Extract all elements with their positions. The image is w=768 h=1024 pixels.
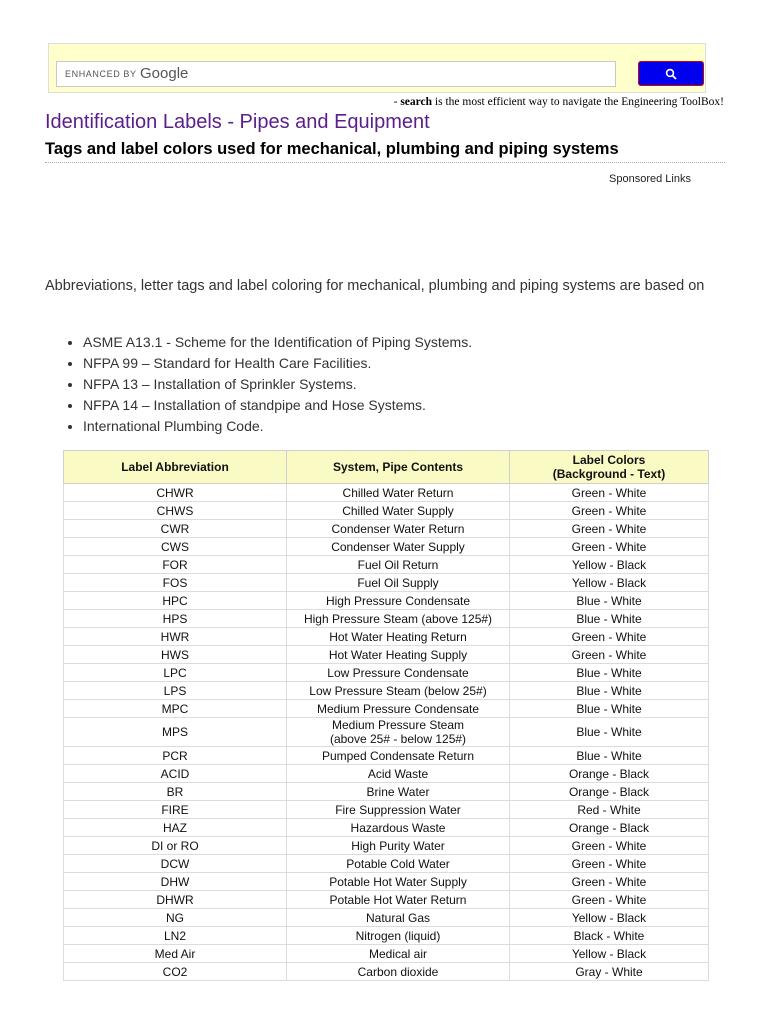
cell-abbreviation-text: HAZ <box>163 820 187 835</box>
header-colors-line1: Label Colors <box>572 453 646 467</box>
cell-contents <box>287 574 510 592</box>
cell-colors-text: Green - White <box>571 503 647 518</box>
cell-contents <box>287 646 510 664</box>
page-title: Identification Labels - Pipes and Equipment <box>45 111 430 133</box>
header-colors-line2: (Background - Text) <box>552 467 666 481</box>
table-row <box>64 682 709 700</box>
cell-colors-text: Blue - White <box>576 701 642 716</box>
cell-abbreviation-text: MPS <box>161 725 188 739</box>
cell-contents-text: High Pressure Steam (above 125#) <box>303 611 493 626</box>
cell-contents-text: Chilled Water Supply <box>342 503 454 518</box>
cell-colors-text: Yellow - Black <box>571 557 647 572</box>
table-row <box>64 837 709 855</box>
table-header-row <box>64 451 709 484</box>
cell-colors-text: Orange - Black <box>568 784 650 799</box>
cell-colors <box>510 700 709 718</box>
table-row <box>64 502 709 520</box>
cell-abbreviation-text: PCR <box>162 748 188 763</box>
tagline-search-word: search <box>400 96 433 108</box>
cell-colors-text: Blue - White <box>576 725 642 739</box>
tagline-prefix: - <box>393 96 401 108</box>
cell-abbreviation <box>64 700 287 718</box>
cell-colors-text: Green - White <box>571 647 647 662</box>
cell-colors-text: Orange - Black <box>568 766 650 781</box>
cell-contents <box>287 628 510 646</box>
table-row <box>64 747 709 765</box>
cell-colors <box>510 682 709 700</box>
cell-abbreviation-text: BR <box>166 784 184 799</box>
list-item: • NFPA 14 – Installation of standpipe and Hose Systems. <box>83 395 725 416</box>
enhanced-by-label: ENHANCED BY <box>65 69 137 79</box>
cell-contents <box>287 909 510 927</box>
cell-contents <box>287 556 510 574</box>
cell-colors <box>510 837 709 855</box>
cell-contents <box>287 963 510 981</box>
cell-colors <box>510 556 709 574</box>
table-row <box>64 927 709 945</box>
cell-abbreviation <box>64 945 287 963</box>
cell-abbreviation <box>64 891 287 909</box>
cell-contents-text: High Pressure Condensate <box>325 593 471 608</box>
cell-contents <box>287 801 510 819</box>
cell-contents-text: Nitrogen (liquid) <box>355 928 441 943</box>
search-bar <box>48 43 706 93</box>
cell-abbreviation-text: CHWS <box>156 503 194 518</box>
cell-abbreviation-text: ACID <box>160 766 190 781</box>
table-row <box>64 520 709 538</box>
cell-contents-text: Carbon dioxide <box>357 964 439 979</box>
cell-contents-text: Condenser Water Return <box>331 521 465 536</box>
table-row <box>64 855 709 873</box>
cell-colors <box>510 747 709 765</box>
cell-contents <box>287 538 510 556</box>
cell-contents-text: Pumped Condensate Return <box>321 748 475 763</box>
cell-contents-text: Low Pressure Steam (below 25#) <box>309 683 487 698</box>
table-row <box>64 592 709 610</box>
cell-abbreviation-text: FIRE <box>161 802 189 817</box>
table-row <box>64 538 709 556</box>
cell-abbreviation-text: CO2 <box>162 964 188 979</box>
cell-abbreviation-text: LPS <box>163 683 187 698</box>
cell-colors <box>510 664 709 682</box>
cell-abbreviation <box>64 610 287 628</box>
divider <box>45 162 725 163</box>
cell-colors-text: Black - White <box>573 928 645 943</box>
table-row <box>64 963 709 981</box>
table-row <box>64 646 709 664</box>
cell-abbreviation <box>64 963 287 981</box>
list-item: • NFPA 13 – Installation of Sprinkler Systems. <box>83 374 725 395</box>
cell-colors-text: Green - White <box>571 838 647 853</box>
tagline-rest: is the most efficient way to navigate the Engineering ToolBox! <box>432 96 724 108</box>
cell-abbreviation <box>64 819 287 837</box>
cell-abbreviation <box>64 628 287 646</box>
cell-abbreviation <box>64 502 287 520</box>
cell-contents-text: Condenser Water Supply <box>331 539 465 554</box>
intro-paragraph: Abbreviations, letter tags and label coloring for mechanical, plumbing and piping systems are based on <box>45 278 705 294</box>
cell-abbreviation-text: DHW <box>160 874 190 889</box>
cell-colors <box>510 628 709 646</box>
cell-abbreviation-text: HWS <box>161 647 189 662</box>
cell-colors-text: Green - White <box>571 874 647 889</box>
cell-contents <box>287 837 510 855</box>
cell-colors <box>510 502 709 520</box>
cell-contents-text: Fire Suppression Water <box>335 802 461 817</box>
cell-abbreviation <box>64 873 287 891</box>
cell-colors <box>510 873 709 891</box>
cell-colors <box>510 592 709 610</box>
list-item: • ASME A13.1 - Scheme for the Identification of Piping Systems. <box>83 332 725 353</box>
cell-colors-text: Orange - Black <box>568 820 650 835</box>
cell-contents-text: Hot Water Heating Supply <box>328 647 468 662</box>
cell-abbreviation-text: HPC <box>162 593 188 608</box>
cell-contents <box>287 718 510 747</box>
cell-abbreviation-text: FOS <box>162 575 188 590</box>
cell-abbreviation <box>64 592 287 610</box>
cell-colors <box>510 927 709 945</box>
search-button[interactable] <box>638 61 704 86</box>
table-row <box>64 610 709 628</box>
cell-abbreviation <box>64 646 287 664</box>
cell-colors <box>510 783 709 801</box>
cell-contents-text: Medical air <box>368 946 428 961</box>
cell-contents-text: Medium Pressure Condensate <box>316 701 480 716</box>
table-row <box>64 484 709 502</box>
cell-contents <box>287 682 510 700</box>
table-row <box>64 628 709 646</box>
cell-abbreviation-text: LPC <box>163 665 187 680</box>
cell-abbreviation-text: LN2 <box>163 928 186 943</box>
table-body <box>64 484 709 981</box>
cell-contents-text: Acid Waste <box>367 766 429 781</box>
cell-abbreviation <box>64 556 287 574</box>
header-contents: System, Pipe Contents <box>287 451 510 484</box>
table-row <box>64 574 709 592</box>
sponsored-links-label: Sponsored Links <box>609 173 691 185</box>
cell-colors <box>510 855 709 873</box>
cell-colors-text: Blue - White <box>576 683 642 698</box>
cell-colors-text: Green - White <box>571 521 647 536</box>
cell-contents-text: Natural Gas <box>365 910 431 925</box>
table-row <box>64 819 709 837</box>
cell-colors-text: Yellow - Black <box>571 910 647 925</box>
cell-colors-text: Blue - White <box>576 665 642 680</box>
cell-colors <box>510 520 709 538</box>
list-item: • International Plumbing Code. <box>83 416 725 437</box>
cell-colors-text: Yellow - Black <box>571 575 647 590</box>
cell-abbreviation <box>64 747 287 765</box>
cell-contents <box>287 945 510 963</box>
table-row <box>64 801 709 819</box>
cell-abbreviation-text: MPC <box>161 701 189 716</box>
cell-abbreviation <box>64 855 287 873</box>
cell-colors <box>510 945 709 963</box>
cell-contents-text: Medium Pressure Steam <box>331 718 465 732</box>
cell-colors <box>510 765 709 783</box>
header-abbreviation: Label Abbreviation <box>64 451 287 484</box>
cell-colors-text: Green - White <box>571 856 647 871</box>
header-colors <box>510 451 709 484</box>
cell-contents <box>287 855 510 873</box>
cell-abbreviation <box>64 718 287 747</box>
table-row <box>64 556 709 574</box>
cell-contents <box>287 873 510 891</box>
cell-abbreviation-text: DHWR <box>156 892 194 907</box>
table-row <box>64 718 709 747</box>
cell-colors-text: Blue - White <box>576 611 642 626</box>
cell-contents <box>287 610 510 628</box>
cell-colors <box>510 574 709 592</box>
cell-colors <box>510 610 709 628</box>
cell-contents <box>287 700 510 718</box>
cell-abbreviation <box>64 765 287 783</box>
cell-abbreviation-text: CWS <box>161 539 189 554</box>
table-row <box>64 873 709 891</box>
cell-contents <box>287 891 510 909</box>
cell-contents <box>287 664 510 682</box>
cell-abbreviation-text: FOR <box>162 557 188 572</box>
cell-abbreviation-text: Med Air <box>154 946 196 961</box>
cell-colors-text: Green - White <box>571 485 647 500</box>
table-row <box>64 783 709 801</box>
search-input[interactable] <box>56 61 616 87</box>
table-row <box>64 891 709 909</box>
cell-contents-text: Fuel Oil Supply <box>357 575 439 590</box>
google-logo: Google <box>140 65 189 82</box>
table-row <box>64 765 709 783</box>
cell-contents-text: Low Pressure Condensate <box>327 665 469 680</box>
cell-abbreviation-text: HWR <box>160 629 190 644</box>
cell-colors-text: Gray - White <box>575 964 643 979</box>
cell-abbreviation <box>64 664 287 682</box>
cell-contents-text: Potable Cold Water <box>346 856 450 871</box>
cell-colors <box>510 484 709 502</box>
cell-contents <box>287 520 510 538</box>
table-row <box>64 909 709 927</box>
cell-contents <box>287 592 510 610</box>
search-icon <box>665 68 677 80</box>
cell-contents-text: Potable Hot Water Return <box>329 892 467 907</box>
cell-abbreviation-text: DCW <box>160 856 190 871</box>
cell-contents <box>287 765 510 783</box>
cell-contents-text: Hot Water Heating Return <box>329 629 467 644</box>
cell-abbreviation-text: DI or RO <box>151 838 199 853</box>
cell-colors <box>510 801 709 819</box>
cell-colors-text: Blue - White <box>576 748 642 763</box>
cell-colors-text: Green - White <box>571 629 647 644</box>
cell-abbreviation <box>64 484 287 502</box>
cell-contents <box>287 484 510 502</box>
cell-abbreviation-text: NG <box>166 910 184 925</box>
table-row <box>64 700 709 718</box>
cell-colors <box>510 891 709 909</box>
cell-contents-text: (above 25# - below 125#) <box>329 732 467 746</box>
cell-colors-text: Blue - White <box>576 593 642 608</box>
cell-abbreviation-text: CWR <box>160 521 190 536</box>
labels-table <box>63 450 709 981</box>
cell-contents-text: Hazardous Waste <box>350 820 446 835</box>
cell-contents <box>287 747 510 765</box>
cell-contents-text: High Purity Water <box>351 838 445 853</box>
list-item: • NFPA 99 – Standard for Health Care Facilities. <box>83 353 725 374</box>
cell-abbreviation <box>64 837 287 855</box>
cell-abbreviation <box>64 520 287 538</box>
cell-contents <box>287 819 510 837</box>
cell-colors <box>510 819 709 837</box>
cell-abbreviation-text: CHWR <box>156 485 194 500</box>
cell-contents-text: Fuel Oil Return <box>357 557 439 572</box>
search-tagline <box>394 96 724 108</box>
cell-colors-text: Yellow - Black <box>571 946 647 961</box>
cell-colors <box>510 538 709 556</box>
cell-colors <box>510 646 709 664</box>
cell-contents-text: Chilled Water Return <box>342 485 454 500</box>
cell-contents-text: Potable Hot Water Supply <box>329 874 467 889</box>
cell-colors <box>510 909 709 927</box>
cell-contents <box>287 927 510 945</box>
cell-contents <box>287 783 510 801</box>
cell-contents-text: Brine Water <box>366 784 430 799</box>
cell-abbreviation <box>64 783 287 801</box>
cell-contents <box>287 502 510 520</box>
cell-colors <box>510 963 709 981</box>
cell-colors <box>510 718 709 747</box>
cell-colors-text: Green - White <box>571 892 647 907</box>
cell-colors-text: Red - White <box>577 802 641 817</box>
cell-abbreviation <box>64 682 287 700</box>
cell-colors-text: Green - White <box>571 539 647 554</box>
table-row <box>64 664 709 682</box>
cell-abbreviation <box>64 538 287 556</box>
cell-abbreviation-text: HPS <box>162 611 188 626</box>
cell-abbreviation <box>64 909 287 927</box>
page-subtitle: Tags and label colors used for mechanical, plumbing and piping systems <box>45 140 619 158</box>
cell-abbreviation <box>64 927 287 945</box>
table-row <box>64 945 709 963</box>
cell-abbreviation <box>64 801 287 819</box>
cell-abbreviation <box>64 574 287 592</box>
standards-list <box>45 332 725 437</box>
